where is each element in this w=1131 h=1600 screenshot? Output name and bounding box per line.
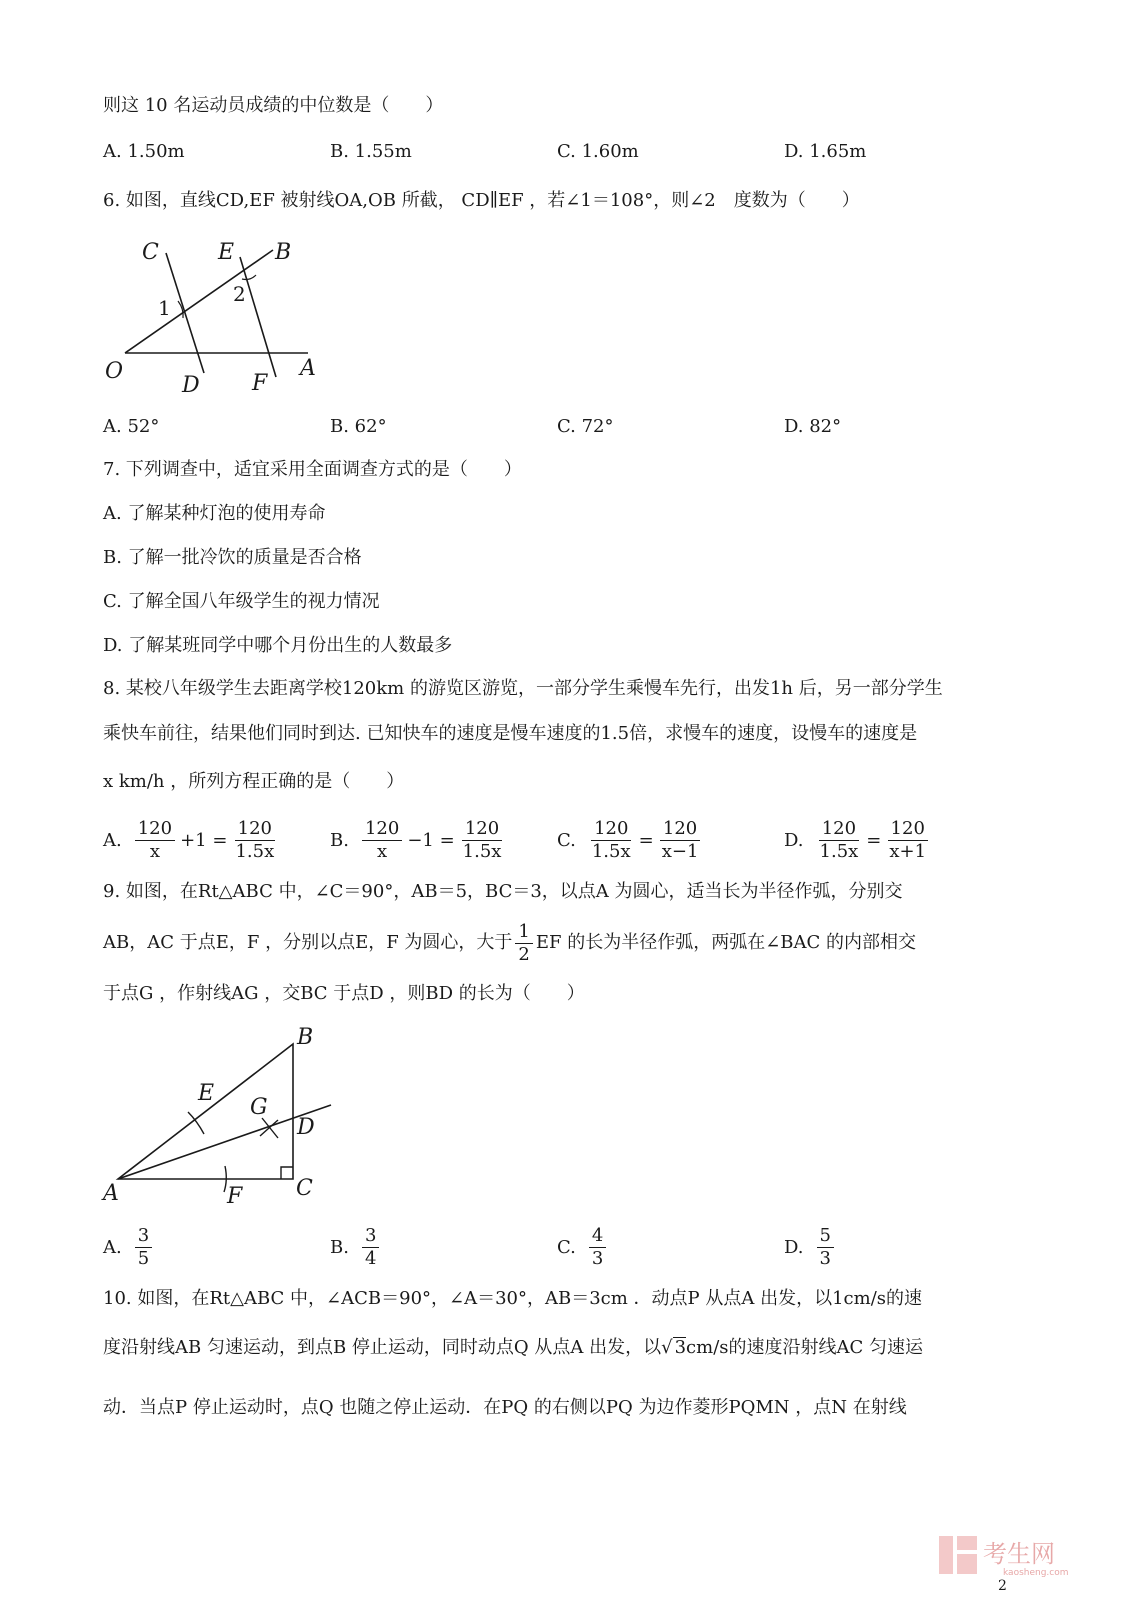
watermark-logo bbox=[939, 1532, 1089, 1578]
q9-option-d: D. $\frac{5}{3}$ bbox=[784, 1222, 837, 1272]
label-a: A bbox=[300, 356, 316, 381]
sqrt-radicand: 3 bbox=[674, 1337, 687, 1358]
q5-option-c: C. 1.60m bbox=[557, 141, 639, 162]
fraction: $\frac{3}{4}$ bbox=[362, 1225, 379, 1270]
q8-line-2: 乘快车前往，结果他们同时到达. 已知快车的速度是慢车速度的1.5倍，求慢车的速度，设慢车的速度是 bbox=[103, 723, 918, 744]
fraction: $\frac{3}{5}$ bbox=[135, 1225, 152, 1270]
q9-options bbox=[103, 1222, 1023, 1272]
fraction: $\frac{120}{x}$ bbox=[362, 818, 402, 863]
q6-stem: 6. 如图，直线CD,EF 被射线OA,OB 所截， CD∥EF ，若∠1＝108°，则∠2 度数为（ ） bbox=[103, 190, 860, 211]
q5-stem: 则这 10 名运动员成绩的中位数是（ ） bbox=[103, 95, 444, 116]
ray-ob bbox=[125, 250, 273, 353]
q6-figure bbox=[100, 235, 340, 405]
fraction: $\frac{120}{x}$ bbox=[135, 818, 175, 863]
label-f: F bbox=[227, 1184, 243, 1209]
q5-option-b: B. 1.55m bbox=[330, 141, 412, 162]
label-e: E bbox=[198, 1081, 215, 1106]
logo-mark-icon bbox=[939, 1532, 1089, 1578]
q9-line-1: 9. 如图，在Rt△ABC 中，∠C＝90°，AB＝5，BC＝3，以点A 为圆心，适当长为半径作弧，分别交 bbox=[103, 881, 903, 902]
watermark-sub: kaosheng.com bbox=[1003, 1568, 1069, 1578]
label-c: C bbox=[142, 240, 159, 265]
q8-option-b: B. $\frac{120}{x}$ −1 = $\frac{120}{1.5x}$ bbox=[330, 815, 507, 865]
label-f: F bbox=[252, 371, 268, 396]
fraction: $\frac{5}{3}$ bbox=[817, 1225, 834, 1270]
q8-option-d: D. $\frac{120}{1.5x}$ = $\frac{120}{x+1}$ bbox=[784, 815, 932, 865]
page-number: 2 bbox=[998, 1578, 1007, 1594]
q9-line-3: 于点G ，作射线AG ，交BC 于点D ，则BD 的长为（ ） bbox=[103, 983, 585, 1004]
q8-line-1: 8. 某校八年级学生去距离学校120km 的游览区游览，一部分学生乘慢车先行，出发1h 后，另一部分学生 bbox=[103, 678, 943, 699]
q6-option-b: B. 62° bbox=[330, 416, 387, 437]
q8-options bbox=[103, 815, 1023, 865]
line-cd bbox=[166, 253, 204, 373]
fraction: $\frac{120}{x+1}$ bbox=[889, 817, 927, 862]
label-angle-1: 1 bbox=[158, 296, 171, 320]
q9-figure bbox=[100, 1020, 350, 1210]
line-ef bbox=[240, 257, 276, 377]
q7-option-b: B. 了解一批冷饮的质量是否合格 bbox=[103, 547, 362, 568]
fraction: $\frac{120}{1.5x}$ bbox=[462, 817, 502, 862]
q8-option-c: C. $\frac{120}{1.5x}$ = $\frac{120}{x-1}$ bbox=[557, 815, 704, 865]
label-o: O bbox=[105, 359, 124, 384]
label-g: G bbox=[250, 1095, 268, 1120]
q9-option-b: B. $\frac{3}{4}$ bbox=[330, 1222, 382, 1272]
q6-option-a: A. 52° bbox=[103, 416, 160, 437]
label-a: A bbox=[103, 1181, 119, 1206]
q7-option-a: A. 了解某种灯泡的使用寿命 bbox=[103, 503, 326, 524]
q5-options bbox=[103, 137, 1023, 167]
half-fraction: $\frac{1}{2}$ bbox=[515, 921, 532, 966]
q6-option-c: C. 72° bbox=[557, 416, 614, 437]
q8-line-3: x km/h ，所列方程正确的是（ ） bbox=[103, 771, 405, 792]
label-d: D bbox=[297, 1115, 315, 1140]
fraction: $\frac{120}{1.5x}$ bbox=[591, 817, 631, 862]
angle-2-arc bbox=[242, 275, 256, 280]
q6-option-d: D. 82° bbox=[784, 416, 842, 437]
q10-line-3: 动．当点P 停止运动时，点Q 也随之停止运动．在PQ 的右侧以PQ 为边作菱形PQMN ，点N 在射线 bbox=[103, 1397, 907, 1418]
q6-options bbox=[103, 412, 1023, 442]
q5-option-a: A. 1.50m bbox=[103, 141, 185, 162]
q9-option-a: A. $\frac{3}{5}$ bbox=[103, 1222, 155, 1272]
q10-line-1: 10. 如图，在Rt△ABC 中，∠ACB＝90°，∠A＝30°，AB＝3cm ．动点P 从点A 出发，以1cm/s的速 bbox=[103, 1288, 923, 1309]
label-b: B bbox=[275, 240, 292, 265]
sqrt-sign: √ bbox=[661, 1337, 673, 1358]
fraction: $\frac{120}{x-1}$ bbox=[661, 817, 699, 862]
q7-option-d: D. 了解某班同学中哪个月份出生的人数最多 bbox=[103, 635, 453, 656]
q7-stem: 7. 下列调查中，适宜采用全面调查方式的是（ ） bbox=[103, 459, 522, 480]
label-angle-2: 2 bbox=[233, 282, 246, 306]
q7-option-c: C. 了解全国八年级学生的视力情况 bbox=[103, 591, 380, 612]
fraction: $\frac{4}{3}$ bbox=[589, 1225, 606, 1270]
q5-option-d: D. 1.65m bbox=[784, 141, 867, 162]
right-angle-mark bbox=[281, 1167, 293, 1179]
label-d: D bbox=[182, 373, 200, 398]
q9-option-c: C. $\frac{4}{3}$ bbox=[557, 1222, 609, 1272]
watermark-text: 考生网 bbox=[983, 1540, 1055, 1568]
label-b: B bbox=[297, 1025, 314, 1050]
label-c: C bbox=[296, 1176, 313, 1201]
q8-option-a: A. $\frac{120}{x}$ +1 = $\frac{120}{1.5x}$ bbox=[103, 815, 280, 865]
q9-line-2: AB，AC 于点E，F ，分别以点E，F 为圆心，大于 $\frac{1}{2}$ EF 的长为半径作弧，两弧在∠BAC 的内部相交 bbox=[103, 920, 917, 965]
label-e: E bbox=[218, 240, 235, 265]
fraction: $\frac{120}{1.5x}$ bbox=[819, 817, 859, 862]
fraction: $\frac{120}{1.5x}$ bbox=[235, 817, 275, 862]
q10-line-2: 度沿射线AB 匀速运动，到点B 停止运动，同时动点Q 从点A 出发，以√ 3cm/s的速度沿射线AC 匀速运 bbox=[103, 1337, 923, 1358]
